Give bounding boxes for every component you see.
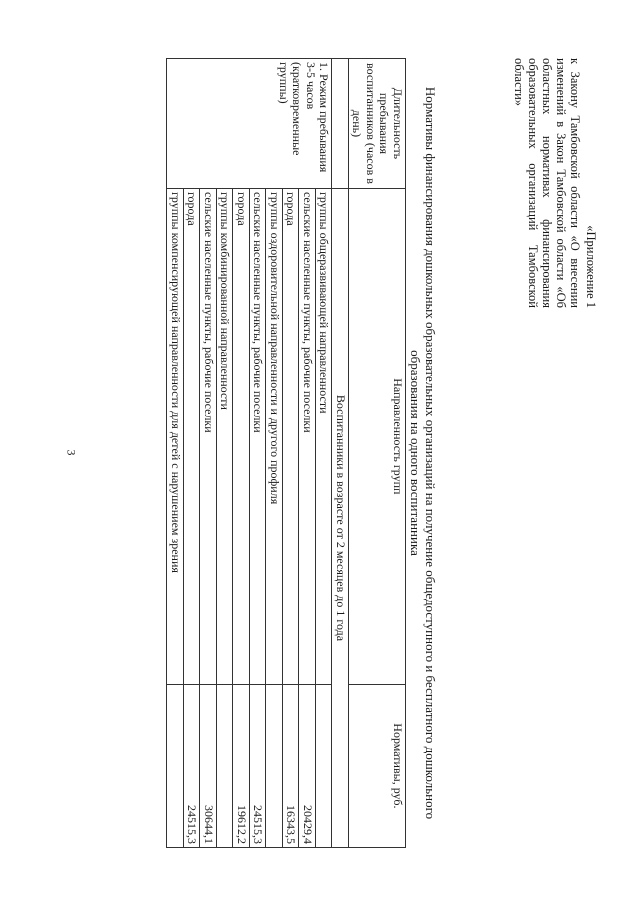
row-value: 20429,4 xyxy=(299,684,316,847)
group-value-empty xyxy=(266,684,283,847)
row-value: 16343,5 xyxy=(283,684,300,847)
row-label: города xyxy=(283,188,300,684)
section-empty-cell xyxy=(332,59,349,189)
group-name: группы общеразвивающей направленности xyxy=(316,188,333,684)
header-direction: Направленность групп xyxy=(349,188,406,684)
rotated-page-content xyxy=(133,58,598,848)
page-number: 3 xyxy=(64,449,79,456)
norms-table xyxy=(167,58,407,848)
row-label: сельские населенные пункты, рабочие поселки xyxy=(250,188,267,684)
table-header-row xyxy=(349,59,406,848)
row-value: 24515,3 xyxy=(250,684,267,847)
group-name: группы оздоровительной направленности и другого профиля xyxy=(266,188,283,684)
section-title: Воспитанники в возрасте от 2 месяцев до 1 года xyxy=(332,188,349,847)
appendix-note xyxy=(512,58,598,308)
row-value: 19612,2 xyxy=(233,684,250,847)
section-row xyxy=(332,59,349,848)
row-value: 24515,3 xyxy=(184,684,201,847)
appendix-text: к Закону Тамбовской области «О внесении изменений в Закон Тамбовской области «Об областных нормативах финансирования образовательных организаций Тамбовской области» xyxy=(512,58,582,308)
row-value: 30644,1 xyxy=(200,684,217,847)
row-label: сельские населенные пункты, рабочие поселки xyxy=(200,188,217,684)
group-value-empty xyxy=(167,684,184,847)
document-title: Нормативы финансирования дошкольных образовательных организаций на получение общедоступного и бесплатного дошкольного образования на одного воспитанника xyxy=(408,86,438,820)
group-name: группы компенсирующей направленности для детей с нарушением зрения xyxy=(167,188,184,684)
table-row xyxy=(316,59,333,848)
group-value-empty xyxy=(217,684,234,847)
appendix-heading: «Приложение 1 xyxy=(584,225,598,308)
row-label: сельские населенные пункты, рабочие поселки xyxy=(299,188,316,684)
group-value-empty xyxy=(316,684,333,847)
row-label: города xyxy=(184,188,201,684)
header-norms: Нормативы, руб. xyxy=(349,684,406,847)
duration-cell: 1. Режим пребывания 3-5 часов (кратковременные группы) xyxy=(167,59,332,189)
group-name: группы комбинированной направленности xyxy=(217,188,234,684)
row-label: города xyxy=(233,188,250,684)
header-duration: Длительность пребывания воспитанников (часов в день) xyxy=(349,59,406,189)
